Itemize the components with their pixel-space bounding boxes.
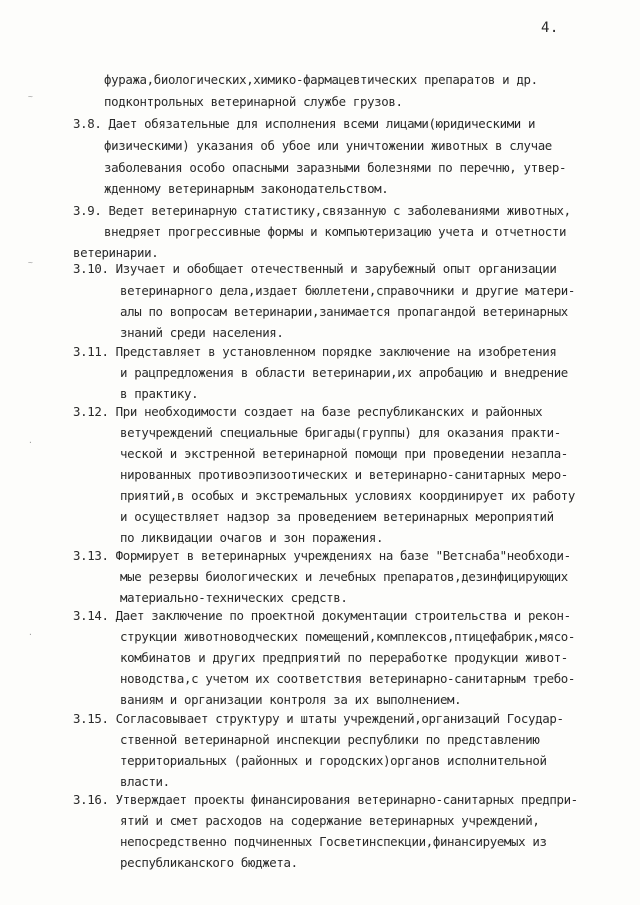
text-line: 3.14. Дает заключение по проектной документации строительства и рекон- [73, 608, 571, 623]
margin-mark: ~ [28, 92, 33, 101]
text-line: струкции животноводческих помещений,комплексов,птицефабрик,мясо- [120, 629, 576, 644]
margin-mark: · [28, 630, 33, 639]
text-line: 3.12. При необходимости создает на базе республиканских и районных [73, 404, 543, 419]
text-line: мые резервы биологических и лечебных препаратов,дезинфицирующих [120, 569, 568, 584]
text-line: по ликвидации очагов и зон поражения. [120, 530, 384, 545]
text-line: ственной ветеринарной инспекции республики по представлению [120, 732, 540, 747]
text-line: 3.11. Представляет в установленном порядке заключение на изобретения [73, 344, 557, 359]
text-line: 3.8. Дает обязательные для исполнения всеми лицами(юридическими и [73, 116, 536, 131]
text-line: 3.13. Формирует в ветеринарных учреждениях на базе "Ветснаба"необходи- [73, 548, 571, 563]
text-line: в практику. [120, 386, 199, 401]
text-line: 3.10. Изучает и обобщает отечественный и зарубежный опыт организации [73, 261, 557, 276]
text-line: и осуществляет надзор за проведением ветеринарных мероприятий [120, 509, 554, 524]
text-line: материально-технических средств. [120, 590, 348, 605]
margin-mark: ~ [28, 258, 33, 267]
text-line: алы по вопросам ветеринарии,занимается пропагандой ветеринарных [120, 304, 568, 319]
text-line: ветучреждений специальные бригады(группы) для оказания практи- [120, 425, 561, 440]
text-line: внедряет прогрессивные формы и компьютеризацию учета и отчетности [104, 224, 567, 239]
text-line: ветеринарного дела,издает бюллетени,справочники и другие матери- [120, 283, 576, 298]
text-line: ческой и экстренной ветеринарной помощи при проведении незапла- [120, 446, 568, 461]
text-line: непосредственно подчиненных Госветинспекции,финансируемых из [120, 834, 547, 849]
text-line: власти. [120, 774, 170, 789]
text-line: территориальных (районных и городских)органов исполнительной [120, 753, 547, 768]
text-line: фуража,биологических,химико-фармацевтических препаратов и др. [104, 72, 538, 87]
text-line: приятий,в особых и экстремальных условиях координирует их работу [120, 488, 576, 503]
text-line: ветеринарии. [73, 245, 159, 260]
text-line: знаний среди населения. [120, 325, 284, 340]
text-line: ваниям и организации контроля за их выполнением. [120, 692, 462, 707]
text-line: комбинатов и других предприятий по переработке продукции живот- [120, 650, 568, 665]
text-line: жденному ветеринарным законодательством. [104, 181, 389, 196]
margin-mark: · [28, 438, 33, 447]
text-line: заболевания особо опасными заразными болезнями по перечню, утвер- [104, 160, 567, 175]
text-line: физическими) указания об убое или уничтожении животных в случае [104, 138, 552, 153]
text-line: и рацпредложения в области ветеринарии,их апробацию и внедрение [120, 365, 568, 380]
text-line: ятий и смет расходов на содержание ветеринарных учреждений, [120, 813, 540, 828]
text-line: новодства,с учетом их соответствия ветеринарно-санитарным требо- [120, 671, 576, 686]
text-line: подконтрольных ветеринарной службе грузов. [104, 94, 403, 109]
text-line: 3.16. Утверждает проекты финансирования ветеринарно-санитарных предпри- [73, 792, 578, 807]
page-number: 4. [541, 20, 559, 36]
text-line: 3.9. Ведет ветеринарную статистику,связанную с заболеваниями животных, [73, 203, 571, 218]
text-line: республиканского бюджета. [120, 855, 298, 870]
text-line: нированных противоэпизоотических и ветеринарно-санитарных меро- [120, 467, 568, 482]
text-line: 3.15. Согласовывает структуру и штаты учреждений,организаций Государ- [73, 711, 564, 726]
